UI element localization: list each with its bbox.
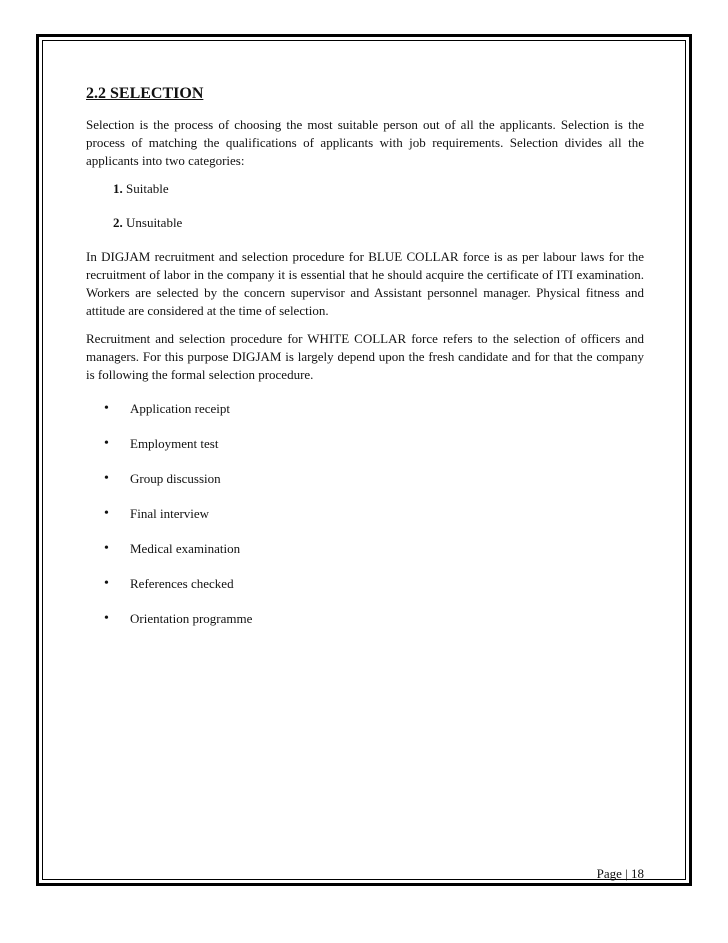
list-item: [126, 180, 644, 198]
list-item: • Medical examination: [126, 540, 644, 558]
list-item: [126, 214, 644, 232]
list-item: • Group discussion: [126, 470, 644, 488]
list-item: • Orientation programme: [126, 610, 644, 628]
white-collar-paragraph: Recruitment and selection procedure for WHITE COLLAR force refers to the selection of officers and managers. For this purpose DIGJAM is largely depend upon the fresh candidate and for that the company is following the formal selection procedure.: [86, 331, 644, 382]
section-heading: 2.2 SELECTION: [86, 85, 204, 102]
intro-paragraph: Selection is the process of choosing the most suitable person out of all the applicants. Selection is the process of matching the qualifications of applicants with job requirements. Selection divides all the applicants into two categories:: [86, 117, 644, 168]
list-item: • Employment test: [126, 435, 644, 453]
page-number: Page | 18: [596, 866, 644, 881]
document-body: [86, 84, 644, 645]
category-list: [86, 180, 644, 232]
selection-steps-list: [86, 400, 644, 628]
list-item: • References checked: [126, 575, 644, 593]
list-item: • Application receipt: [126, 400, 644, 418]
list-item: • Final interview: [126, 505, 644, 523]
blue-collar-paragraph: In DIGJAM recruitment and selection procedure for BLUE COLLAR force is as per labour laws for the recruitment of labor in the company it is essential that he should acquire the certificate of ITI examination. Workers are selected by the concern supervisor and Assistant personnel manager. Physical fitness and attitude are considered at the time of selection.: [86, 249, 644, 318]
category-label: Suitable: [126, 181, 169, 196]
category-label: Unsuitable: [126, 215, 183, 230]
